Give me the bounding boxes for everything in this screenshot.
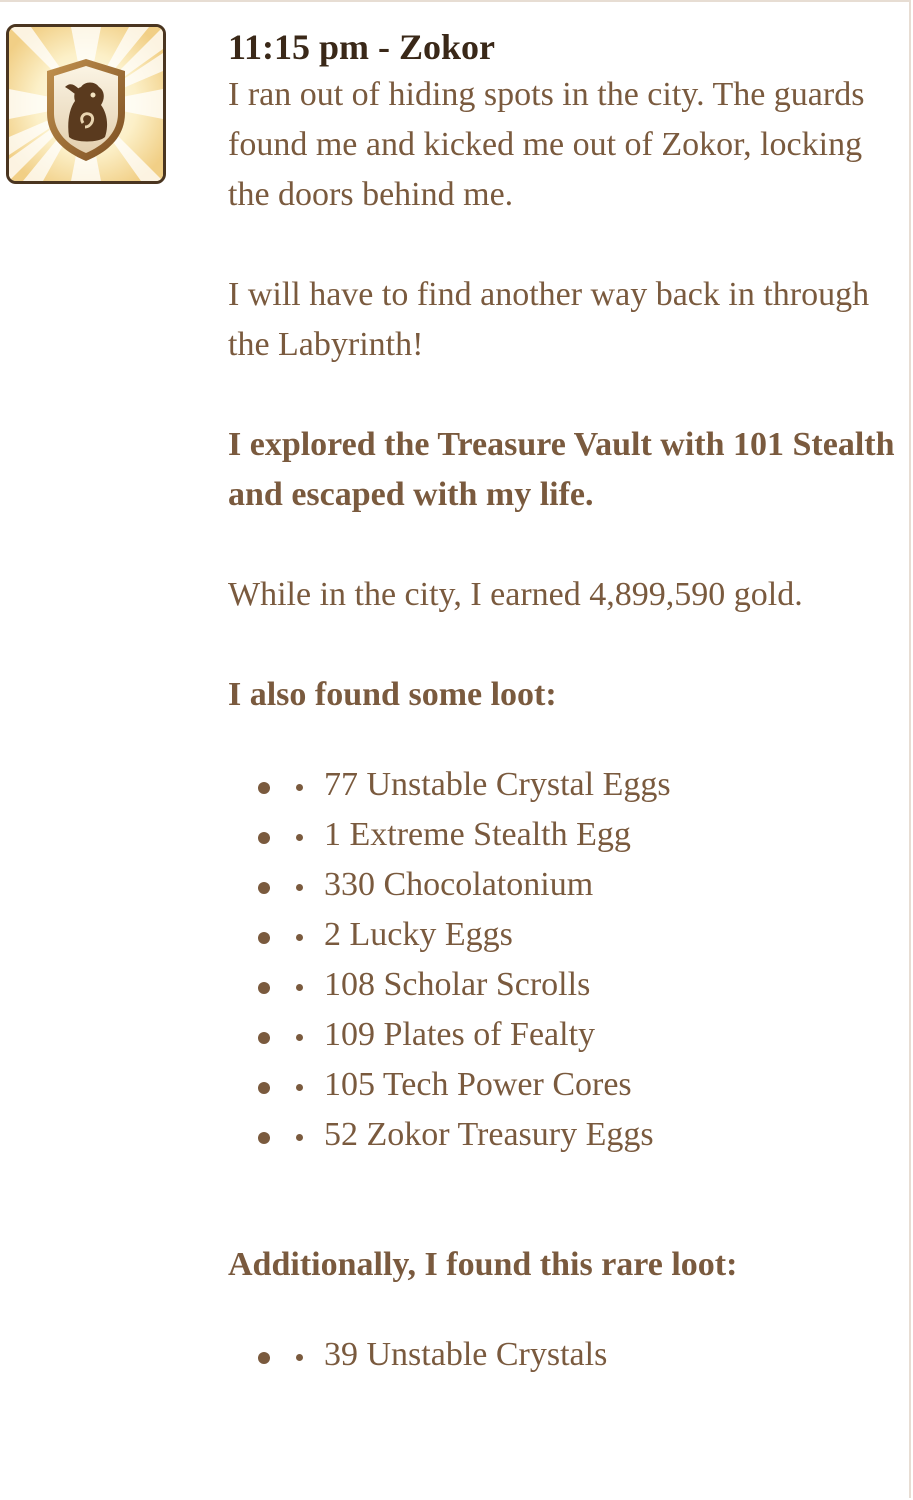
loot-item-label: 105 Tech Power Cores <box>324 1066 632 1103</box>
rare-loot-heading: Additionally, I found this rare loot: <box>228 1246 738 1283</box>
entry-paragraph-1: I ran out of hiding spots in the city. The guards found me and kicked me out of Zokor, locking the doors behind me. <box>228 76 865 213</box>
loot-item-label: 330 Chocolatonium <box>324 866 594 903</box>
list-item <box>258 960 908 1010</box>
loot-list <box>228 760 908 1160</box>
list-item <box>258 760 908 810</box>
list-item <box>258 860 908 910</box>
list-item <box>258 1330 908 1380</box>
list-item <box>258 1010 908 1060</box>
loot-item-label: 77 Unstable Crystal Eggs <box>324 766 671 803</box>
loot-item-label: 1 Extreme Stealth Egg <box>324 816 631 853</box>
rare-loot-list <box>228 1330 908 1380</box>
list-item <box>258 1110 908 1160</box>
entry-content <box>228 24 908 1380</box>
gold-earned: While in the city, I earned 4,899,590 gold. <box>228 576 803 613</box>
list-item <box>258 810 908 860</box>
explore-summary: I explored the Treasure Vault with 101 Stealth and escaped with my life. <box>228 426 895 513</box>
loot-heading: I also found some loot: <box>228 676 557 713</box>
list-item <box>258 1060 908 1110</box>
rare-loot-item-label: 39 Unstable Crystals <box>324 1336 608 1373</box>
loot-item-label: 52 Zokor Treasury Eggs <box>324 1116 654 1153</box>
loot-item-label: 108 Scholar Scrolls <box>324 966 591 1003</box>
list-item <box>258 910 908 960</box>
entry-title: 11:15 pm - Zokor <box>228 27 496 67</box>
zokor-crest-icon <box>6 24 166 184</box>
loot-item-label: 109 Plates of Fealty <box>324 1016 596 1053</box>
loot-item-label: 2 Lucky Eggs <box>324 916 513 953</box>
entry-paragraph-2: I will have to find another way back in through the Labyrinth! <box>228 276 870 363</box>
